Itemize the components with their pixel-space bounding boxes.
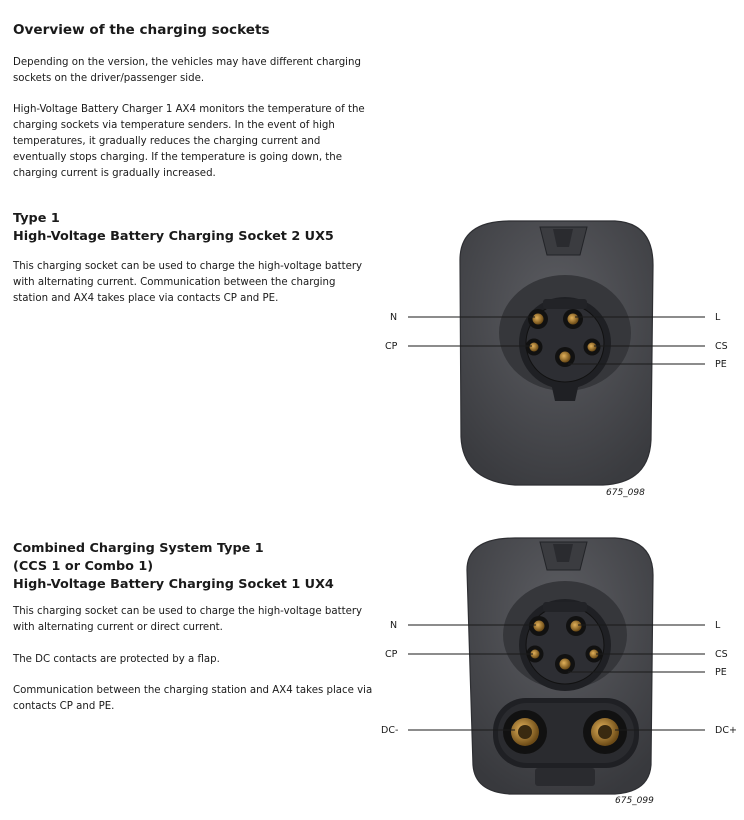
label-dc-minus: DC- (381, 725, 399, 736)
label-cp: CP (385, 649, 398, 660)
label-n: N (390, 312, 398, 323)
type1-socket-figure (375, 215, 744, 505)
figure-caption: 675_098 (606, 488, 645, 498)
label-cs: CS (715, 649, 728, 660)
intro-paragraph-temperature: High-Voltage Battery Charger 1 AX4 monitors the temperature of the charging sockets via temperature senders. In the event of high temperatures, it gradually reduces the charging current and eventually stops charging. If the temperature is going down, the charging current is gradually increased. (13, 104, 365, 179)
ccs-socket-figure (375, 530, 744, 820)
type1-heading-line: High-Voltage Battery Charging Socket 2 UX5 (13, 229, 334, 244)
label-cp: CP (385, 341, 398, 352)
type1-heading-line: Type 1 (13, 211, 60, 226)
ccs-description: This charging socket can be used to charge the high-voltage battery with alternating current or direct current. (13, 606, 363, 633)
ccs-communication-note: Communication between the charging station and AX4 takes place via contacts CP and PE. (13, 685, 373, 712)
ccs-socket-illustration (375, 530, 744, 820)
ac-inlet (519, 599, 611, 691)
ccs-heading-line: (CCS 1 or Combo 1) (13, 559, 154, 574)
page-title: Overview of the charging sockets (13, 22, 270, 38)
intro-paragraph: Depending on the version, the vehicles may have different charging sockets on the driver/passenger side. (13, 57, 361, 84)
label-pe: PE (715, 667, 727, 678)
ccs-heading-line: High-Voltage Battery Charging Socket 1 UX4 (13, 577, 334, 592)
label-n: N (390, 620, 398, 631)
figure-caption: 675_099 (615, 796, 654, 806)
label-cs: CS (715, 341, 728, 352)
label-dc-plus: DC+ (715, 725, 737, 736)
ccs-heading-line: Combined Charging System Type 1 (13, 541, 264, 556)
label-pe: PE (715, 359, 727, 370)
type1-heading (13, 210, 383, 246)
type1-description: This charging socket can be used to charge the high-voltage battery with alternating current. Communication between the charging station and AX4 takes place via contacts CP and PE. (13, 261, 363, 304)
ccs-flap-note: The DC contacts are protected by a flap. (13, 654, 220, 665)
ccs-heading (13, 540, 383, 594)
label-l: L (715, 312, 721, 323)
type1-socket-illustration (375, 215, 744, 505)
dc-inlet (493, 698, 639, 768)
label-l: L (715, 620, 721, 631)
